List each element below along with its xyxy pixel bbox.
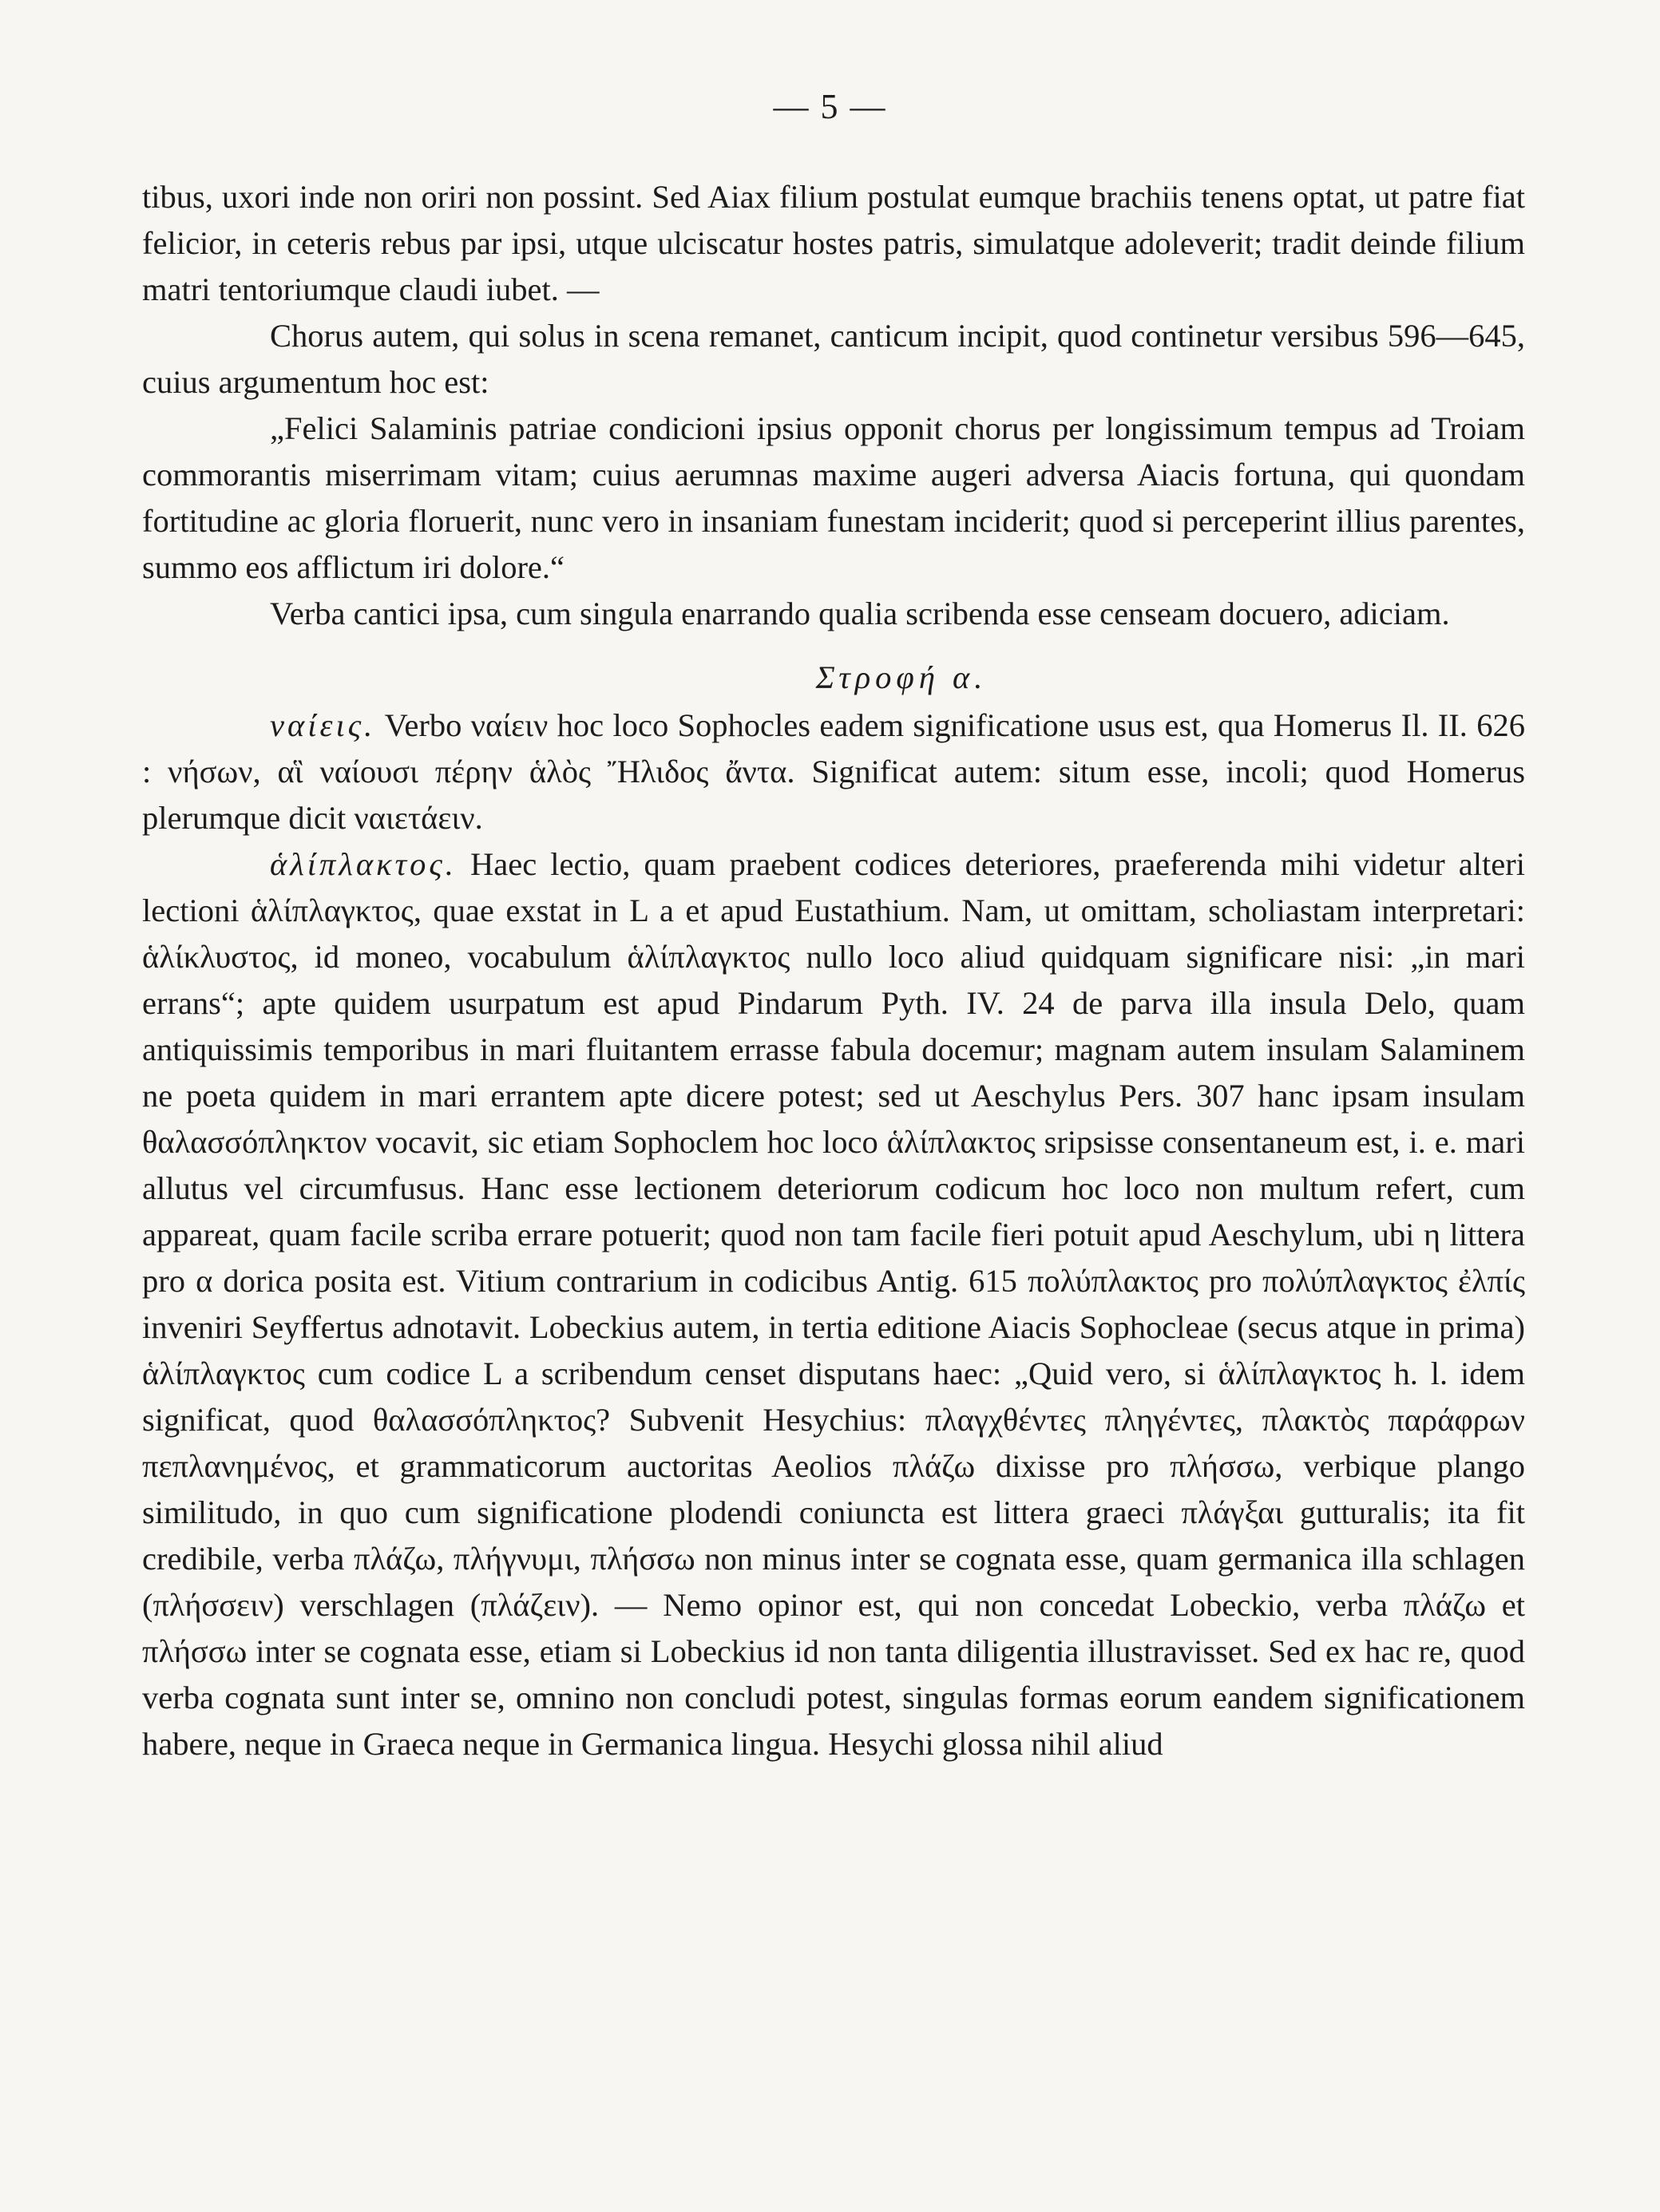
paragraph-3: „Felici Salaminis patriae condicioni ipsius opponit chorus per longissimum tempus ad Troiam commorantis miserrimam vitam; cuius aerumnas maxime augeri adversa Aiacis fortuna, qui quondam fortitudine ac gloria floruerit, nunc vero in insaniam funestam inciderit; quod si perceperint illius parentes, summo eos afflictum iri dolore.“: [142, 410, 1525, 585]
entry-text: Verbo ναίειν hoc loco Sophocles eadem significatione usus est, qua Homerus Il. II. 626 : νήσων, αἳ ναίουσι πέρην ἁλὸς Ἤλιδος ἄντα. Significat autem: situm esse, incoli; quod Homerus plerumque dicit ναιετάειν.: [142, 707, 1525, 836]
entry-headword: ἁλίπλακτος.: [270, 846, 457, 882]
page-number: — 5 —: [773, 87, 887, 126]
entry-haliplaktos: [142, 841, 1525, 1767]
strophe-heading: Στροφή α.: [815, 659, 988, 695]
page-body: [142, 174, 1525, 1767]
paragraph-4: Verba cantici ipsa, cum singula enarrando qualia scribenda esse censeam docuero, adiciam.: [270, 596, 1450, 631]
paragraph-1: tibus, uxori inde non oriri non possint. Sed Aiax filium postulat eumque brachiis tenens optat, ut patre fiat felicior, in ceteris rebus par ipsi, utque ulciscatur hostes patris, simulatque adoleverit; tradit deinde filium matri tentoriumque claudi iubet. —: [142, 179, 1525, 307]
entry-text: Haec lectio, quam praebent codices deteriores, praeferenda mihi videtur alteri lectioni ἁλίπλαγκτος, quae exstat in L a et apud Eustathium. Nam, ut omittam, scholiastam interpretari: ἁλίκλυστος, id moneo, vocabulum ἁλίπλαγκτος nullo loco aliud quidquam significare nisi: „in mari errans“; apte quidem usurpatum est apud Pindarum Pyth. IV. 24 de parva illa insula Delo, quam antiquissimis temporibus in mari fluitantem errasse fabula docemur; magnam autem insulam Salaminem ne poeta quidem in mari errantem apte dicere potest; sed ut Aeschylus Pers. 307 hanc ipsam insulam θαλασσόπληκτον vocavit, sic etiam Sophoclem hoc loco ἁλίπλακτος sripsisse consentaneum est, i. e. mari allutus vel circumfusus. Hanc esse lectionem deteriorum codicum hoc loco non multum refert, cum appareat, quam facile scriba errare potuerit; quod non tam facile fieri potuit apud Aeschylum, ubi η littera pro α dorica posita est. Vitium contrarium in codicibus Antig. 615 πολύπλακτος pro πολύπλαγκτος ἐλπίς inveniri Seyffertus adnotavit. Lobeckius autem, in tertia editione Aiacis Sophocleae (secus atque in prima) ἁλίπλαγκτος cum codice L a scribendum censet disputans haec: „Quid vero, si ἁλίπλαγκτος h. l. idem significat, quod θαλασσόπληκτος? Subvenit Hesychius: πλαγχθέντες πληγέντες, πλακτὸς παράφρων πεπλανημένος, et grammaticorum auctoritas Aeolios πλάζω dixisse pro πλήσσω, verbique plango similitudo, in quo cum significatione plodendi coniuncta est littera graeci πλάγξαι gutturalis; ita fit credibile, verba πλάζω, πλήγνυμι, πλήσσω non minus inter se cognata esse, quam germanica illa schlagen (πλήσσειν) verschlagen (πλάζειν). — Nemo opinor est, qui non concedat Lobeckio, verba πλάζω et πλήσσω inter se cognata esse, etiam si Lobeckius id non tanta diligentia illustravisset. Sed ex hac re, quod verba cognata sunt inter se, omnino non concludi potest, singulas formas eorum eandem significationem habere, neque in Graeca neque in Germanica lingua. Hesychi glossa nihil aliud: [142, 846, 1526, 1762]
entry-naieis: [142, 702, 1525, 841]
paragraph-2: Chorus autem, qui solus in scena remanet, canticum incipit, quod continetur versibus 596—645, cuius argumentum hoc est:: [142, 318, 1525, 400]
entry-headword: ναίεις.: [270, 707, 376, 743]
